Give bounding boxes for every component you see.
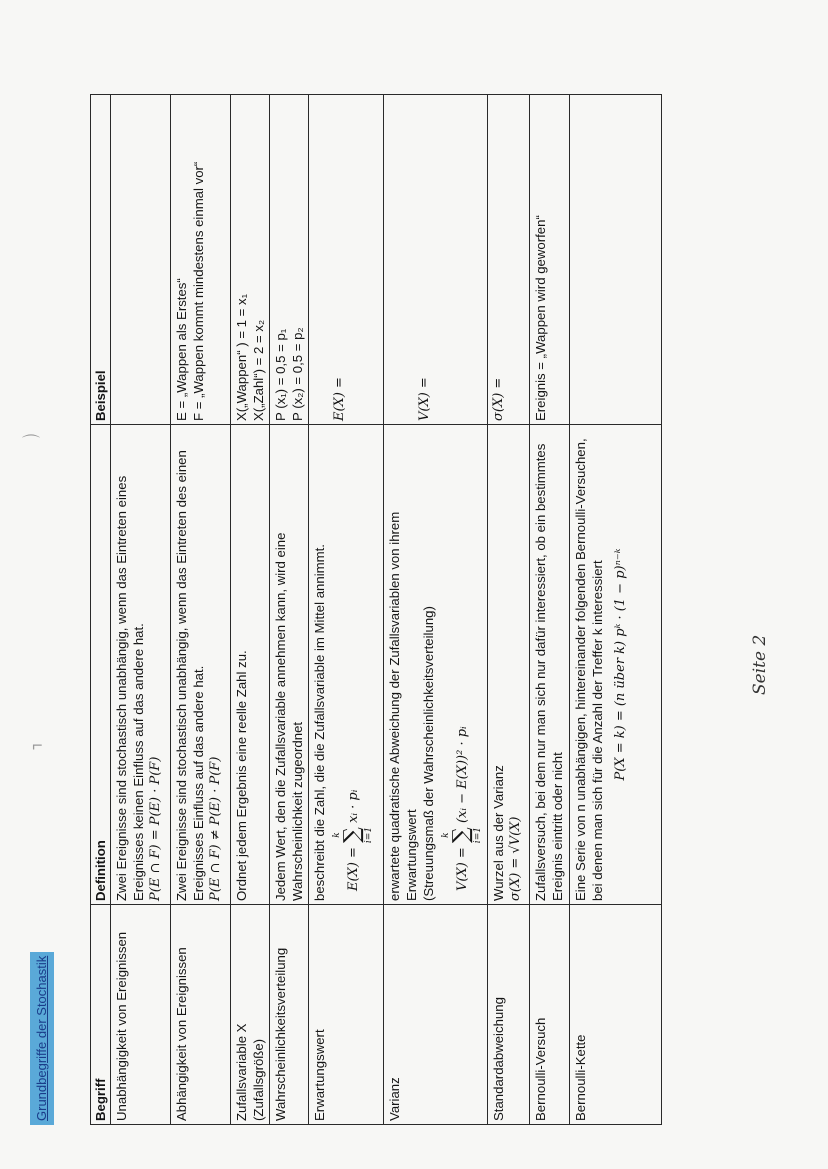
rotated-page [30,95,770,1125]
term-cell: Varianz [384,905,488,1125]
definition-text: Zwei Ereignisse sind stochastisch unabhängig, wenn das Eintreten eines Ereignisses keinen Einfluss auf das andere hat. [114,475,146,901]
pen-mark: ⌐ [32,735,43,755]
table-row [384,95,488,1125]
table-row [530,95,570,1125]
example-line: P (x₁) = 0,5 = p₁ [273,328,288,421]
example-cell [309,95,384,425]
definition-cell: Ordnet jedem Ergebnis eine reelle Zahl zu. [231,425,270,905]
sum-upper-limit: k [441,832,451,838]
formula-lhs: E(X) = [345,847,361,891]
formula-rhs: xᵢ · pᵢ [345,789,361,823]
example-line: F = „Wappen kommt mindestens einmal vor“ [191,161,206,421]
table-header-row [91,95,111,1125]
term-cell: Standardabweichung [488,905,530,1125]
table-row [270,95,309,1125]
definition-cell [488,425,530,905]
expectation-formula [332,790,374,891]
example-cell [488,95,530,425]
header-definition: Definition [91,425,111,905]
example-line: X(„Wappen“ ) = 1 = x₁ [234,293,249,421]
table-row [570,95,662,1125]
definition-cell [111,425,171,905]
formula: P(X = k) = (n über k) pᵏ · (1 − p)ⁿ⁻ᵏ [613,548,628,781]
table-row [231,95,270,1125]
example-formula: V(X) = [417,377,432,421]
definition-cell [309,425,384,905]
definition-text: erwartete quadratische Abweichung der Zufallsvariablen von ihrem Erwartungswert [387,511,419,901]
pen-mark: ⌒ [22,434,40,454]
definition-cell [570,425,662,905]
example-cell [570,95,662,425]
definition-cell: Zufallsversuch, bei dem nur man sich nur dafür interessiert, ob ein bestimmtes Ereignis eintritt oder nicht [530,425,570,905]
example-line: E = „Wappen als Erstes“ [174,278,189,421]
example-line: X(„Zahl“) = 2 = x₂ [251,319,266,421]
sum-symbol: k ∑ i=1 [332,826,374,844]
term-cell: Unabhängigkeit von Ereignissen [111,905,171,1125]
example-cell [384,95,488,425]
definition-cell [171,425,231,905]
table-row [488,95,530,1125]
page-number: Seite 2 [750,634,770,695]
formula: σ(X) = √V(X) [508,816,523,901]
definitions-table [90,94,662,1125]
definition-text: Zwei Ereignisse sind stochastisch unabhängig, wenn das Eintreten des einen Ereignisses Einfluss auf das andere hat. [174,450,206,901]
example-cell [231,95,270,425]
term-cell: Erwartungswert [309,905,384,1125]
example-cell: Ereignis = „Wappen wird geworfen“ [530,95,570,425]
header-term: Begriff [91,905,111,1125]
definition-text: (Streuungsmaß der Wahrscheinlichkeitsverteilung) [421,606,436,901]
term-cell: Wahrscheinlichkeitsverteilung [270,905,309,1125]
definition-text: beschreibt die Zahl, die die Zufallsvariable im Mittel annimmt. [312,544,327,901]
term-cell: Bernoulli-Kette [570,905,662,1125]
example-cell [270,95,309,425]
sum-symbol: k ∑ i=1 [441,827,483,844]
header-example: Beispiel [91,95,111,425]
definition-text: Wurzel aus der Varianz [491,765,506,901]
example-line: P (x₂) = 0,5 = p₂ [290,327,305,421]
definition-cell [384,425,488,905]
term-line: Zufallsvariable X [234,1023,249,1121]
term-cell: Bernoulli-Versuch [530,905,570,1125]
formula: P(E ∩ F) = P(E) · P(F) [148,756,163,901]
example-cell [171,95,231,425]
definition-cell: Jedem Wert, den die Zufallsvariable annehmen kann, wird eine Wahrscheinlichkeit zugeordnet [270,425,309,905]
page-title: Grundbegriffe der Stochastik [30,952,54,1125]
formula-rhs: (xᵢ − E(X))² · pᵢ [454,726,470,824]
formula: P(E ∩ F) ≠ P(E) · P(F) [208,756,223,901]
table-row [309,95,384,1125]
example-formula: σ(X) = [491,377,506,421]
sum-upper-limit: k [332,832,342,838]
variance-formula [441,726,483,891]
definition-text: Eine Serie von n unabhängigen, hintereinander folgenden Bernoulli-Versuchen, bei denen man sich für die Anzahl der Treffer k interessiert [573,438,605,901]
table-row [111,95,171,1125]
example-cell [111,95,171,425]
term-cell: Abhängigkeit von Ereignissen [171,905,231,1125]
sum-lower-limit: i=1 [473,827,483,844]
sum-lower-limit: i=1 [364,826,374,844]
formula-lhs: V(X) = [454,847,470,891]
term-line: (Zufallsgröße) [251,1038,266,1121]
table-row [171,95,231,1125]
term-cell [231,905,270,1125]
example-formula: E(X) = [332,377,347,421]
